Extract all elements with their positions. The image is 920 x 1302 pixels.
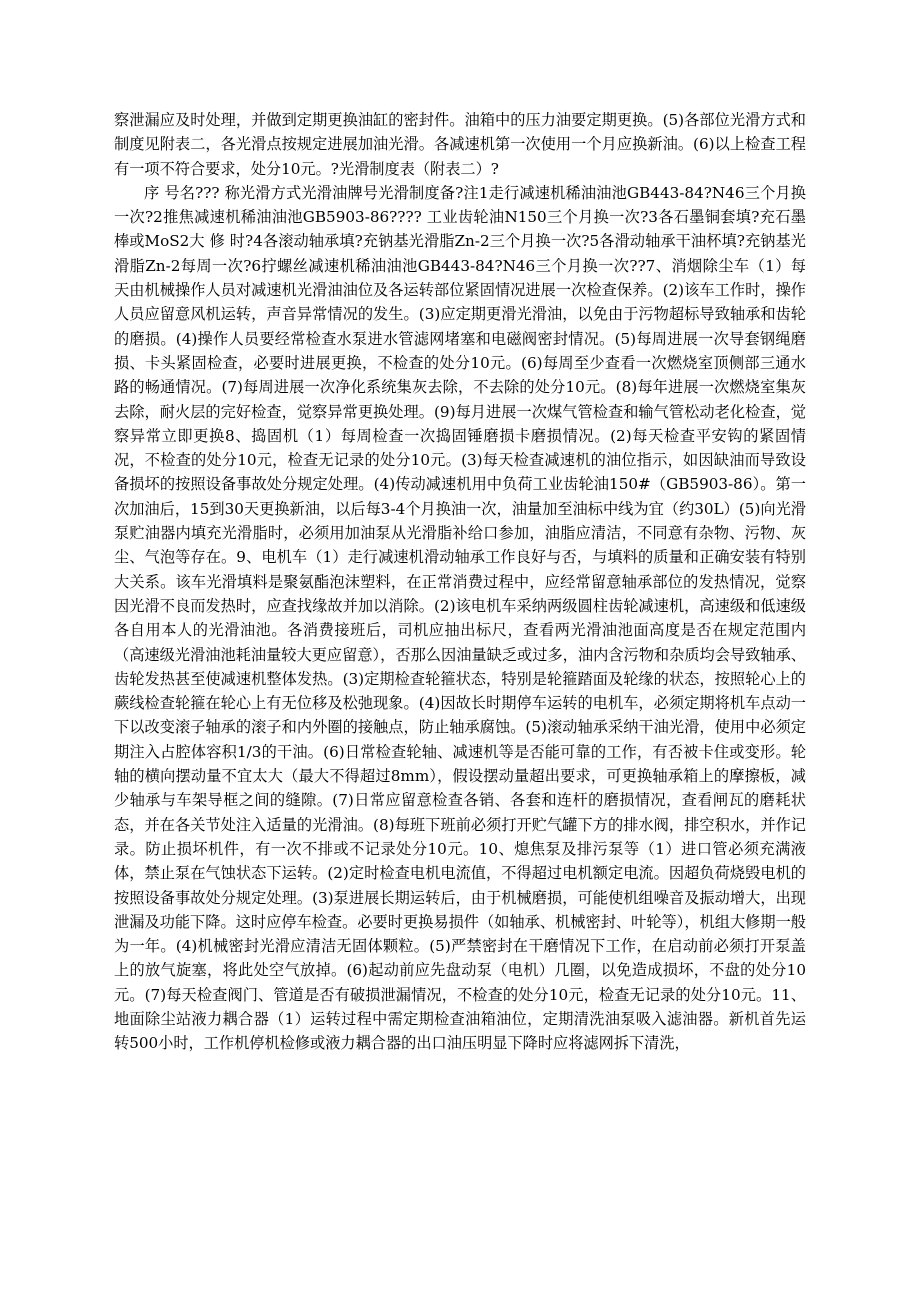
paragraph-continuation: 察泄漏应及时处理，并做到定期更换油缸的密封件。油箱中的压力油要定期更换。(5)各部位光滑方式和制度见附表二，各光滑点按规定进展加油光滑。各减速机第一次使用一个月应换新油。(6)以上检查工程有一项不符合要求，处分10元。?光滑制度表（附表二）?: [114, 111, 806, 178]
document-page: [114, 108, 806, 1056]
paragraph-lubrication-table-and-maintenance: 序 号名??? 称光滑方式光滑油牌号光滑制度备?注1走行减速机稀油油池GB443-84?N46三个月换一次?2推焦减速机稀油油池GB5903-86???? 工业齿轮油N150三个月换一次?3各石墨铜套填?充石墨棒或MoS2大 修 时?4各滚动轴承填?充钠基光滑脂Zn-2三个月换一次?5各滑动轴承干油杯填?充钠基光滑脂Zn-2每周一次?6拧螺丝减速机稀油油池GB443-84?N46三个月换一次??7、消烟除尘车（1）每天由机械操作人员对减速机光滑油油位及各运转部位紧固情况进展一次检查保养。(2)该车工作时，操作人员应留意风机运转，声音异常情况的发生。(3)应定期更滑光滑油，以免由于污物超标导致轴承和齿轮的磨损。(4)操作人员要经常检查水泵进水管滤网堵塞和电磁阀密封情况。(5)每周进展一次导套钢绳磨损、卡头紧固检查，必要时进展更换，不检查的处分10元。(6)每周至少查看一次燃烧室顶侧部三通水路的畅通情况。(7)每周进展一次净化系统集灰去除，不去除的处分10元。(8)每年进展一次燃烧室集灰去除，耐火层的完好检查，觉察异常更换处理。(9)每月进展一次煤气管检查和输气管松动老化检查，觉察异常立即更换8、捣固机（1）每周检查一次捣固锤磨损卡磨损情况。(2)每天检查平安钩的紧固情况，不检查的处分10元，检查无记录的处分10元。(3)每天检查减速机的油位指示，如因缺油而导致设备损坏的按照设备事故处分规定处理。(4)传动减速机用中负荷工业齿轮油150#（GB5903-86）。第一次加油后，15到30天更换新油，以后每3-4个月换油一次，油量加至油标中线为宜（约30L）(5)向光滑泵贮油器内填充光滑脂时，必须用加油泵从光滑脂补给口参加，油脂应清洁，不同意有杂物、污物、灰尘、气泡等存在。9、电机车（1）走行减速机滑动轴承工作良好与否，与填料的质量和正确安装有特别大关系。该车光滑填料是聚氨酯泡沫塑料，在正常消费过程中，应经常留意轴承部位的发热情况，觉察因光滑不良而发热时，应查找缘故并加以消除。(2)该电机车采纳两级圆柱齿轮减速机，高速级和低速级各自用本人的光滑油池。各消费接班后，司机应抽出标尺，查看两光滑油池面高度是否在规定范围内（高速级光滑油池耗油量较大更应留意），否那么因油量缺乏或过多，油内含污物和杂质均会导致轴承、齿轮发热甚至使减速机整体发热。(3)定期检查轮箍状态，特别是轮箍踏面及轮缘的状态，按照轮心上的蕨线检查轮箍在轮心上有无位移及松弛现象。(4)因故长时期停车运转的电机车，必须定期将机车点动一下以改变滚子轴承的滚子和内外圈的接触点，防止轴承腐蚀。(5)滚动轴承采纳干油光滑，使用中必须定期注入占腔体容积1/3的干油。(6)日常检查轮轴、减速机等是否能可靠的工作，有否被卡住或变形。轮轴的横向摆动量不宜太大（最大不得超过8mm），假设摆动量超出要求，可更换轴承箱上的摩擦板，减少轴承与车架导框之间的缝隙。(7)日常应留意检查各销、各套和连杆的磨损情况，查看闸瓦的磨耗状态，并在各关节处注入适量的光滑油。(8)每班下班前必须打开贮气罐下方的排水阀，排空积水，并作记录。防止损坏机件，有一次不排或不记录处分10元。10、熄焦泵及排污泵等（1）进口管必须充满液体，禁止泵在气蚀状态下运转。(2)定时检查电机电流值，不得超过电机额定电流。因超负荷烧毁电机的按照设备事故处分规定处理。(3)泵进展长期运转后，由于机械磨损，可能使机组噪音及振动增大，出现泄漏及功能下降。这时应停车检查。必要时更换易损件（如轴承、机械密封、叶轮等），机组大修期一般为一年。(4)机械密封光滑应清洁无固体颗粒。(5)严禁密封在干磨情况下工作，在启动前必须打开泵盖上的放气旋塞，将此处空气放掉。(6)起动前应先盘动泵（电机）几圈，以免造成损坏，不盘的处分10元。(7)每天检查阀门、管道是否有破损泄漏情况，不检查的处分10元，检查无记录的处分10元。11、地面除尘站液力耦合器（1）运转过程中需定期检查油箱油位，定期清洗油泵吸入滤油器。新机首先运转500小时，工作机停机检修或液力耦合器的出口油压明显下降时应将滤网拆下清洗，: [114, 183, 806, 1053]
